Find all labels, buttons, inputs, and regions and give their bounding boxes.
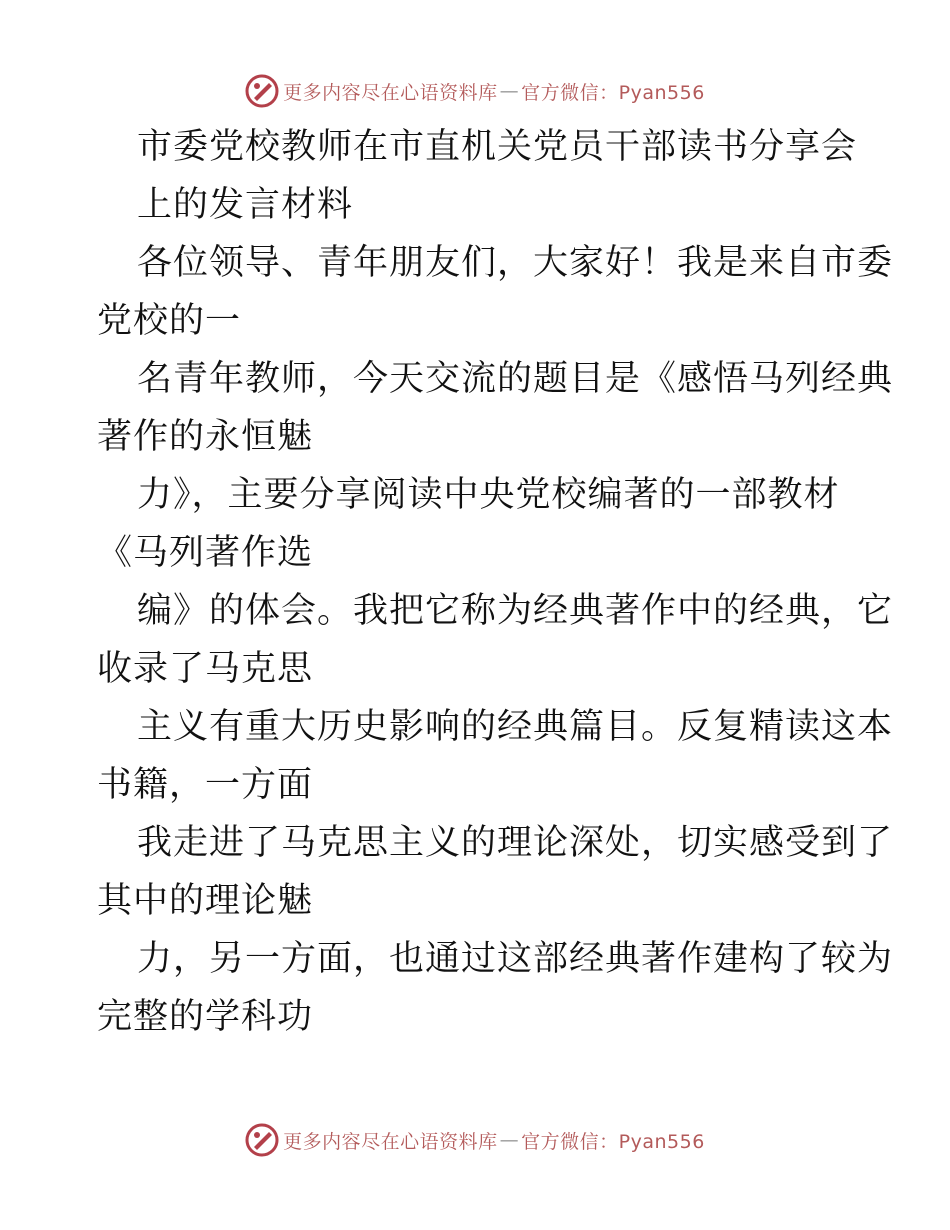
text-line: 完整的学科功 xyxy=(97,997,314,1037)
banner-separator: — xyxy=(499,1129,520,1151)
text-line: 著作的永恒魅 xyxy=(97,417,314,457)
banner-wechat: 官方微信：Pyan556 xyxy=(521,1130,705,1153)
title-line-2: 上的发言材料 xyxy=(137,185,354,225)
banner-text: 更多内容尽在心语资料库 xyxy=(283,1130,498,1153)
logo-icon xyxy=(245,1123,279,1157)
text-line: 我走进了马克思主义的理论深处，切实感受到了 xyxy=(137,823,894,863)
banner-wechat: 官方微信：Pyan556 xyxy=(521,81,705,104)
text-line: 其中的理论魅 xyxy=(97,881,314,921)
text-line: 力，另一方面，也通过这部经典著作建构了较为 xyxy=(137,939,894,979)
logo-icon xyxy=(245,74,279,108)
title-line-1: 市委党校教师在市直机关党员干部读书分享会 xyxy=(137,127,858,167)
text-line: 收录了马克思 xyxy=(97,649,314,689)
text-line: 书籍，一方面 xyxy=(97,765,314,805)
text-line: 《马列著作选 xyxy=(97,533,314,573)
text-line: 编》的体会。我把它称为经典著作中的经典，它 xyxy=(137,591,894,631)
text-line: 主义有重大历史影响的经典篇目。反复精读这本 xyxy=(137,707,894,747)
text-line: 名青年教师，今天交流的题目是《感悟马列经典 xyxy=(137,359,894,399)
header-banner xyxy=(0,71,950,111)
banner-text: 更多内容尽在心语资料库 xyxy=(283,81,498,104)
text-line: 党校的一 xyxy=(97,301,242,341)
text-line: 力》，主要分享阅读中央党校编著的一部教材 xyxy=(137,475,840,515)
banner-separator: — xyxy=(499,80,520,102)
footer-banner xyxy=(0,1120,950,1160)
text-line: 各位领导、青年朋友们，大家好！我是来自市委 xyxy=(137,243,894,283)
